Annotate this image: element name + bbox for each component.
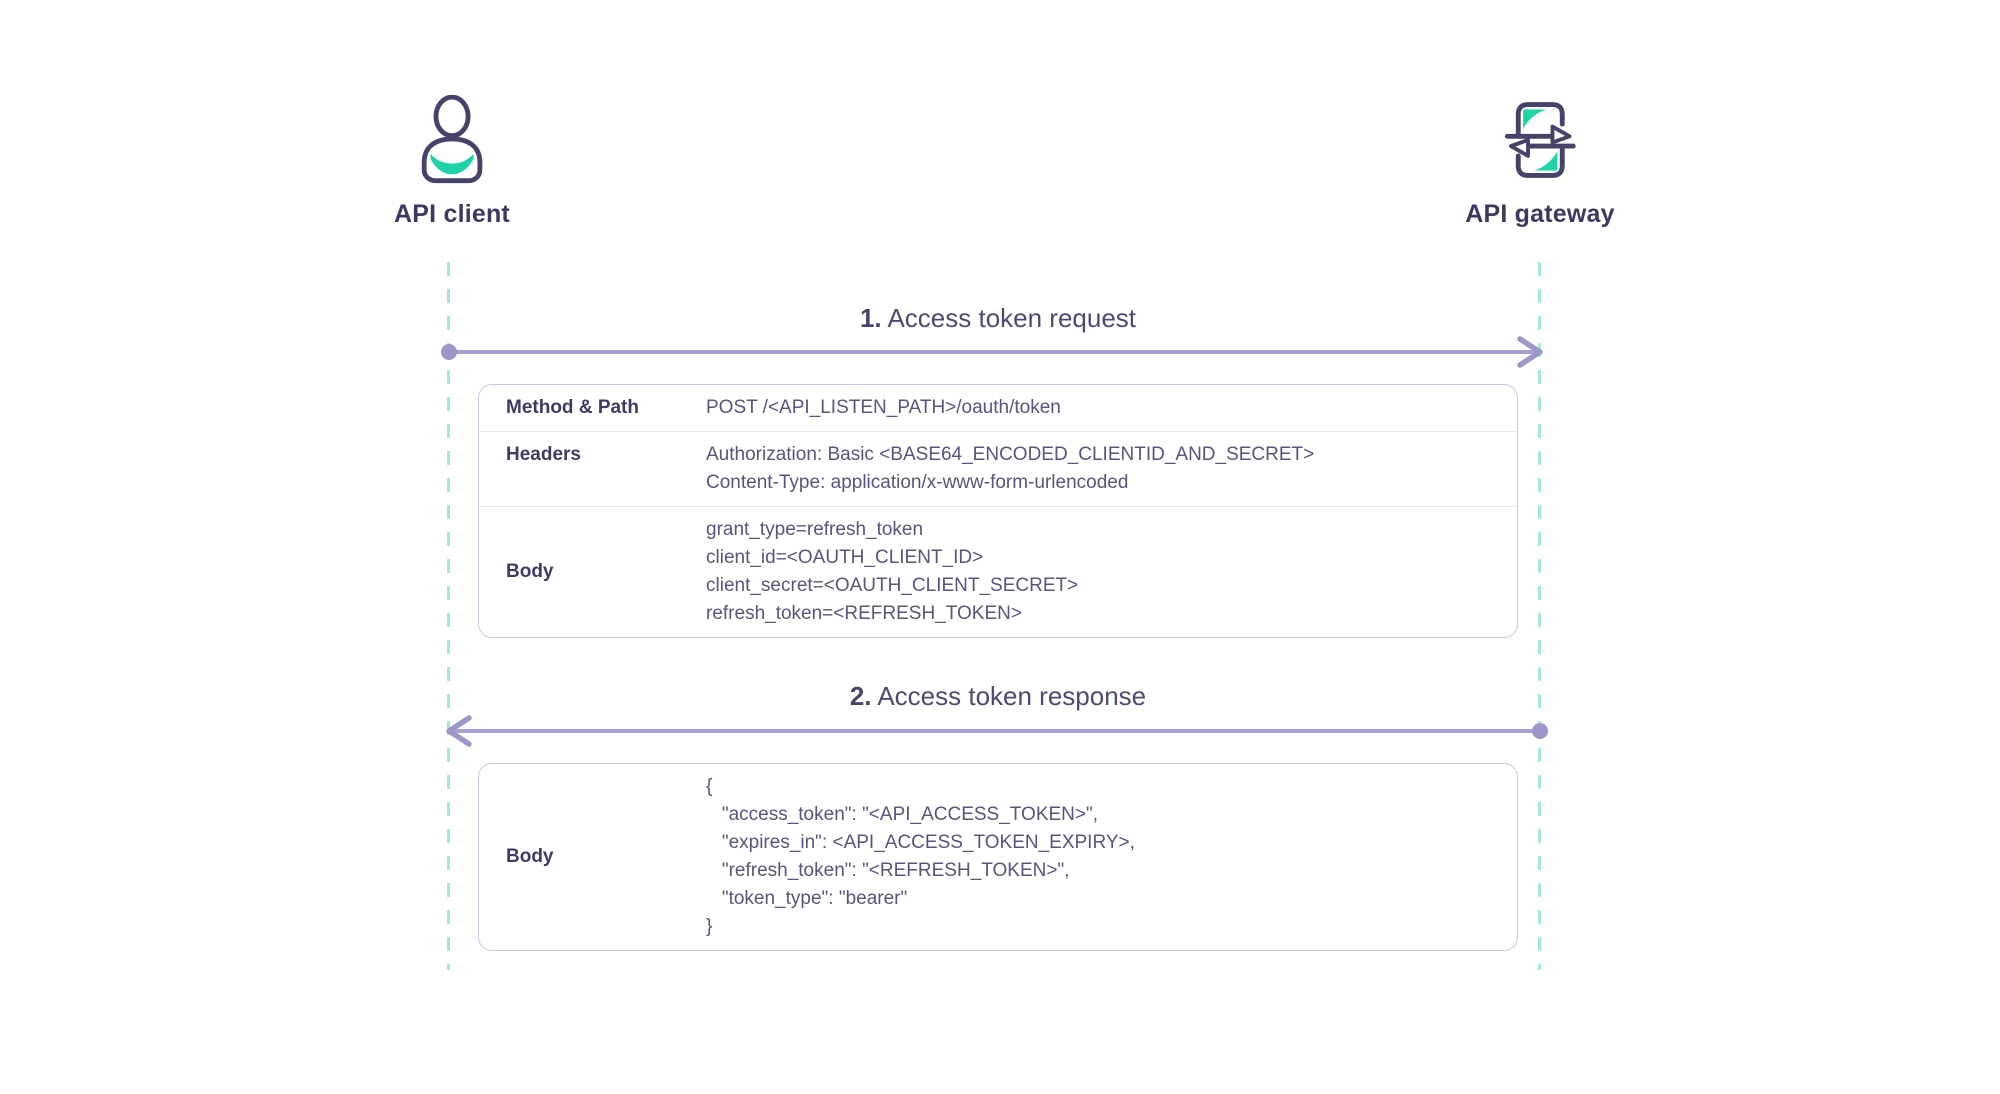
row-value — [706, 394, 1517, 422]
user-icon-teal-smile — [431, 154, 474, 174]
value-line: Content-Type: application/x-www-form-urlencoded — [706, 472, 1129, 493]
arrow-origin-dot — [441, 344, 457, 360]
arrow-shaft — [449, 350, 1540, 354]
arrow-origin-dot — [1532, 723, 1548, 739]
value-line: } — [706, 916, 713, 937]
actor-client — [394, 94, 510, 229]
actor-client-label: API client — [394, 200, 510, 228]
value-line: POST /<API_LISTEN_PATH>/oauth/token — [706, 397, 1061, 418]
value-line: "token_type": "bearer" — [706, 888, 908, 909]
value-line: { — [706, 776, 713, 797]
request-table — [478, 384, 1518, 638]
table-row-headers — [479, 431, 1517, 506]
value-line: "refresh_token": "<REFRESH_TOKEN>", — [706, 860, 1070, 881]
value-line: grant_type=refresh_token — [706, 519, 924, 540]
user-icon — [415, 94, 489, 186]
lifeline-gateway — [1538, 262, 1541, 970]
actor-gateway-label: API gateway — [1465, 200, 1615, 228]
value-line: "access_token": "<API_ACCESS_TOKEN>", — [706, 804, 1099, 825]
message-2-number: 2. — [849, 681, 872, 711]
gateway-icon-teal-top — [1523, 109, 1546, 129]
value-line: "expires_in": <API_ACCESS_TOKEN_EXPIRY>, — [706, 832, 1135, 853]
gateway-exchange-icon — [1496, 94, 1584, 186]
row-label: Headers — [506, 444, 581, 465]
row-value — [706, 516, 1517, 628]
table-row-method-path — [479, 385, 1517, 431]
message-1-title — [478, 300, 1518, 336]
arrow-shaft — [449, 729, 1540, 733]
value-line: client_secret=<OAUTH_CLIENT_SECRET> — [706, 575, 1079, 596]
message-1-title-text: Access token request — [887, 303, 1137, 333]
row-label: Body — [506, 561, 554, 582]
row-value — [706, 441, 1517, 497]
value-line: Authorization: Basic <BASE64_ENCODED_CLIENTID_AND_SECRET> — [706, 444, 1315, 465]
row-label: Method & Path — [506, 397, 639, 418]
value-line: client_id=<OAUTH_CLIENT_ID> — [706, 547, 984, 568]
message-2-title — [478, 678, 1518, 714]
actor-gateway — [1465, 94, 1614, 229]
message-2-title-text: Access token response — [877, 681, 1147, 711]
row-label: Body — [506, 846, 554, 867]
gateway-icon-teal-bottom — [1534, 151, 1557, 171]
arrowhead-right-icon — [1517, 336, 1543, 368]
lifeline-client — [447, 262, 450, 970]
table-row-body — [479, 764, 1517, 950]
response-table — [478, 763, 1518, 951]
table-row-body — [479, 506, 1517, 637]
row-value — [706, 773, 1517, 941]
arrowhead-left-icon — [446, 715, 472, 747]
value-line: refresh_token=<REFRESH_TOKEN> — [706, 603, 1022, 624]
message-1-number: 1. — [859, 303, 882, 333]
